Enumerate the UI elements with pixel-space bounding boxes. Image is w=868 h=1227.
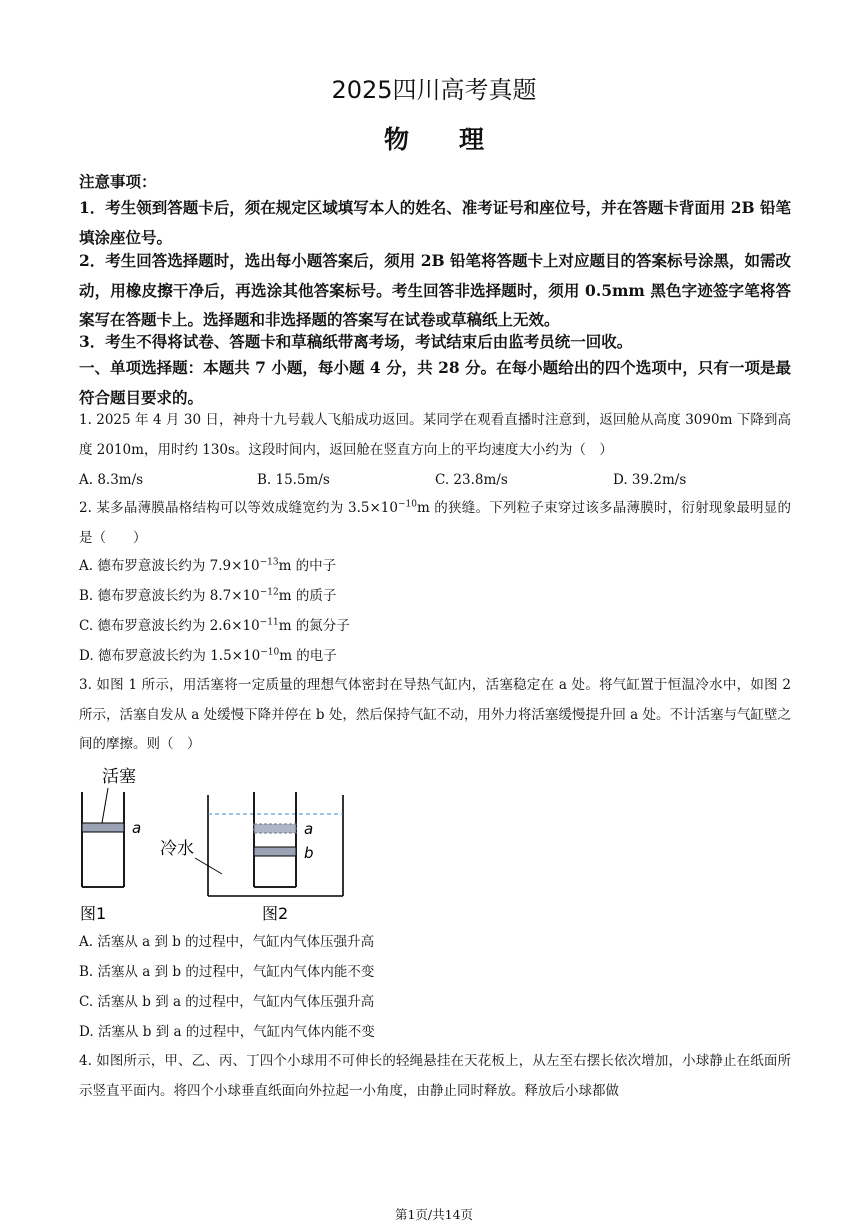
question-2-option-b: B. 德布罗意波长约为 $8.7\times 10^{-12}m$ 的质子 xyxy=(79,587,337,604)
piston-label: 活塞 xyxy=(102,767,136,787)
figure-2-caption: 图2 xyxy=(262,904,289,923)
question-2-stem: 2. 某多晶薄膜晶格结构可以等效成缝宽约为 $3.5\times 10^{-10}m$ 的狭缝。下列粒子束穿过该多晶薄膜时，衍射现象最明显的是（ ） xyxy=(79,499,792,546)
question-1-option-d: D. 39.2m/s xyxy=(613,472,687,488)
label-a-fig2: a xyxy=(304,820,314,838)
question-3-option-c: C. 活塞从 b 到 a 的过程中，气缸内气体压强升高 xyxy=(79,994,375,1010)
question-1-option-c: C. 23.8m/s xyxy=(435,472,508,488)
piston-position-b xyxy=(254,847,296,856)
piston-fig1 xyxy=(82,823,124,832)
label-a-fig1: a xyxy=(132,819,142,837)
cylinder-diagram xyxy=(70,762,360,930)
figure-1-caption: 图1 xyxy=(80,904,107,923)
page-number: 第1页/共14页 xyxy=(394,1207,474,1222)
figure-1-cylinder xyxy=(80,767,141,923)
notice-item-1: 1．考生领到答题卡后，须在规定区域填写本人的姓名、准考证号和座位号，并在答题卡背面用 2B 铅笔填涂座位号。 xyxy=(79,198,791,247)
label-b-fig2: b xyxy=(304,844,314,862)
question-1-options xyxy=(79,466,791,496)
subject-title: 物 理 xyxy=(383,125,484,154)
notice-item-2: 2．考生回答选择题时，选出每小题答案后，须用 2B 铅笔将答题卡上对应题目的答案标号涂黑，如需改动，用橡皮擦干净后，再选涂其他答案标号。考生回答非选择题时，须用 0.5mm 黑色字迹签字笔将答案写在答题卡上。选择题和非选择题的答案写在试卷或草稿纸上无效。 xyxy=(79,251,791,329)
question-3-option-d: D. 活塞从 b 到 a 的过程中，气缸内气体内能不变 xyxy=(79,1024,375,1040)
question-3-option-a: A. 活塞从 a 到 b 的过程中，气缸内气体压强升高 xyxy=(79,934,375,950)
question-2-option-a: A. 德布罗意波长约为 $7.9\times 10^{-13}m$ 的中子 xyxy=(79,557,337,574)
question-2-option-d: D. 德布罗意波长约为 $1.5\times 10^{-10}m$ 的电子 xyxy=(79,647,337,664)
question-4-stem: 4. 如图所示，甲、乙、丙、丁四个小球用不可伸长的轻绳悬挂在天花板上，从左至右摆长依次增加，小球静止在纸面所示竖直平面内。将四个小球垂直纸面向外拉起一小角度，由静止同时释放。释放后小球都做 xyxy=(79,1053,791,1099)
exam-title: 2025四川高考真题 xyxy=(331,76,537,104)
question-1-stem: 1. 2025 年 4 月 30 日，神舟十九号载人飞船成功返回。某同学在观看直播时注意到，返回舱从高度 3090m 下降到高度 2010m，用时约 130s。这段时间内，返回舱在竖直方向上的平均速度大小约为（ ） xyxy=(79,412,791,458)
question-2-option-c: C. 德布罗意波长约为 $2.6\times 10^{-11}m$ 的氮分子 xyxy=(79,617,350,634)
section-heading: 一、单项选择题：本题共 7 小题，每小题 4 分，共 28 分。在每小题给出的四个选项中，只有一项是最符合题目要求的。 xyxy=(79,358,791,407)
question-1-option-a: A. 8.3m/s xyxy=(79,472,144,488)
question-3-option-b: B. 活塞从 a 到 b 的过程中，气缸内气体内能不变 xyxy=(79,964,375,980)
notice-heading: 注意事项： xyxy=(79,172,157,191)
piston-pointer xyxy=(102,788,108,823)
notice-item-3: 3．考生不得将试卷、答题卡和草稿纸带离考场，考试结束后由监考员统一回收。 xyxy=(79,332,633,351)
question-3-stem: 3. 如图 1 所示，用活塞将一定质量的理想气体密封在导热气缸内，活塞稳定在 a 处。将气缸置于恒温冷水中，如图 2 所示，活塞自发从 a 处缓慢下降并停在 b 处，然后保持气缸不动，用外力将活塞缓慢提升回 a 处。不计活塞与气缸壁之间的摩擦。则（ ） xyxy=(79,677,791,752)
question-1-option-b: B. 15.5m/s xyxy=(257,472,330,488)
figure-2-container xyxy=(160,792,343,923)
cold-water-label: 冷水 xyxy=(160,839,194,859)
piston-position-a xyxy=(254,824,296,833)
